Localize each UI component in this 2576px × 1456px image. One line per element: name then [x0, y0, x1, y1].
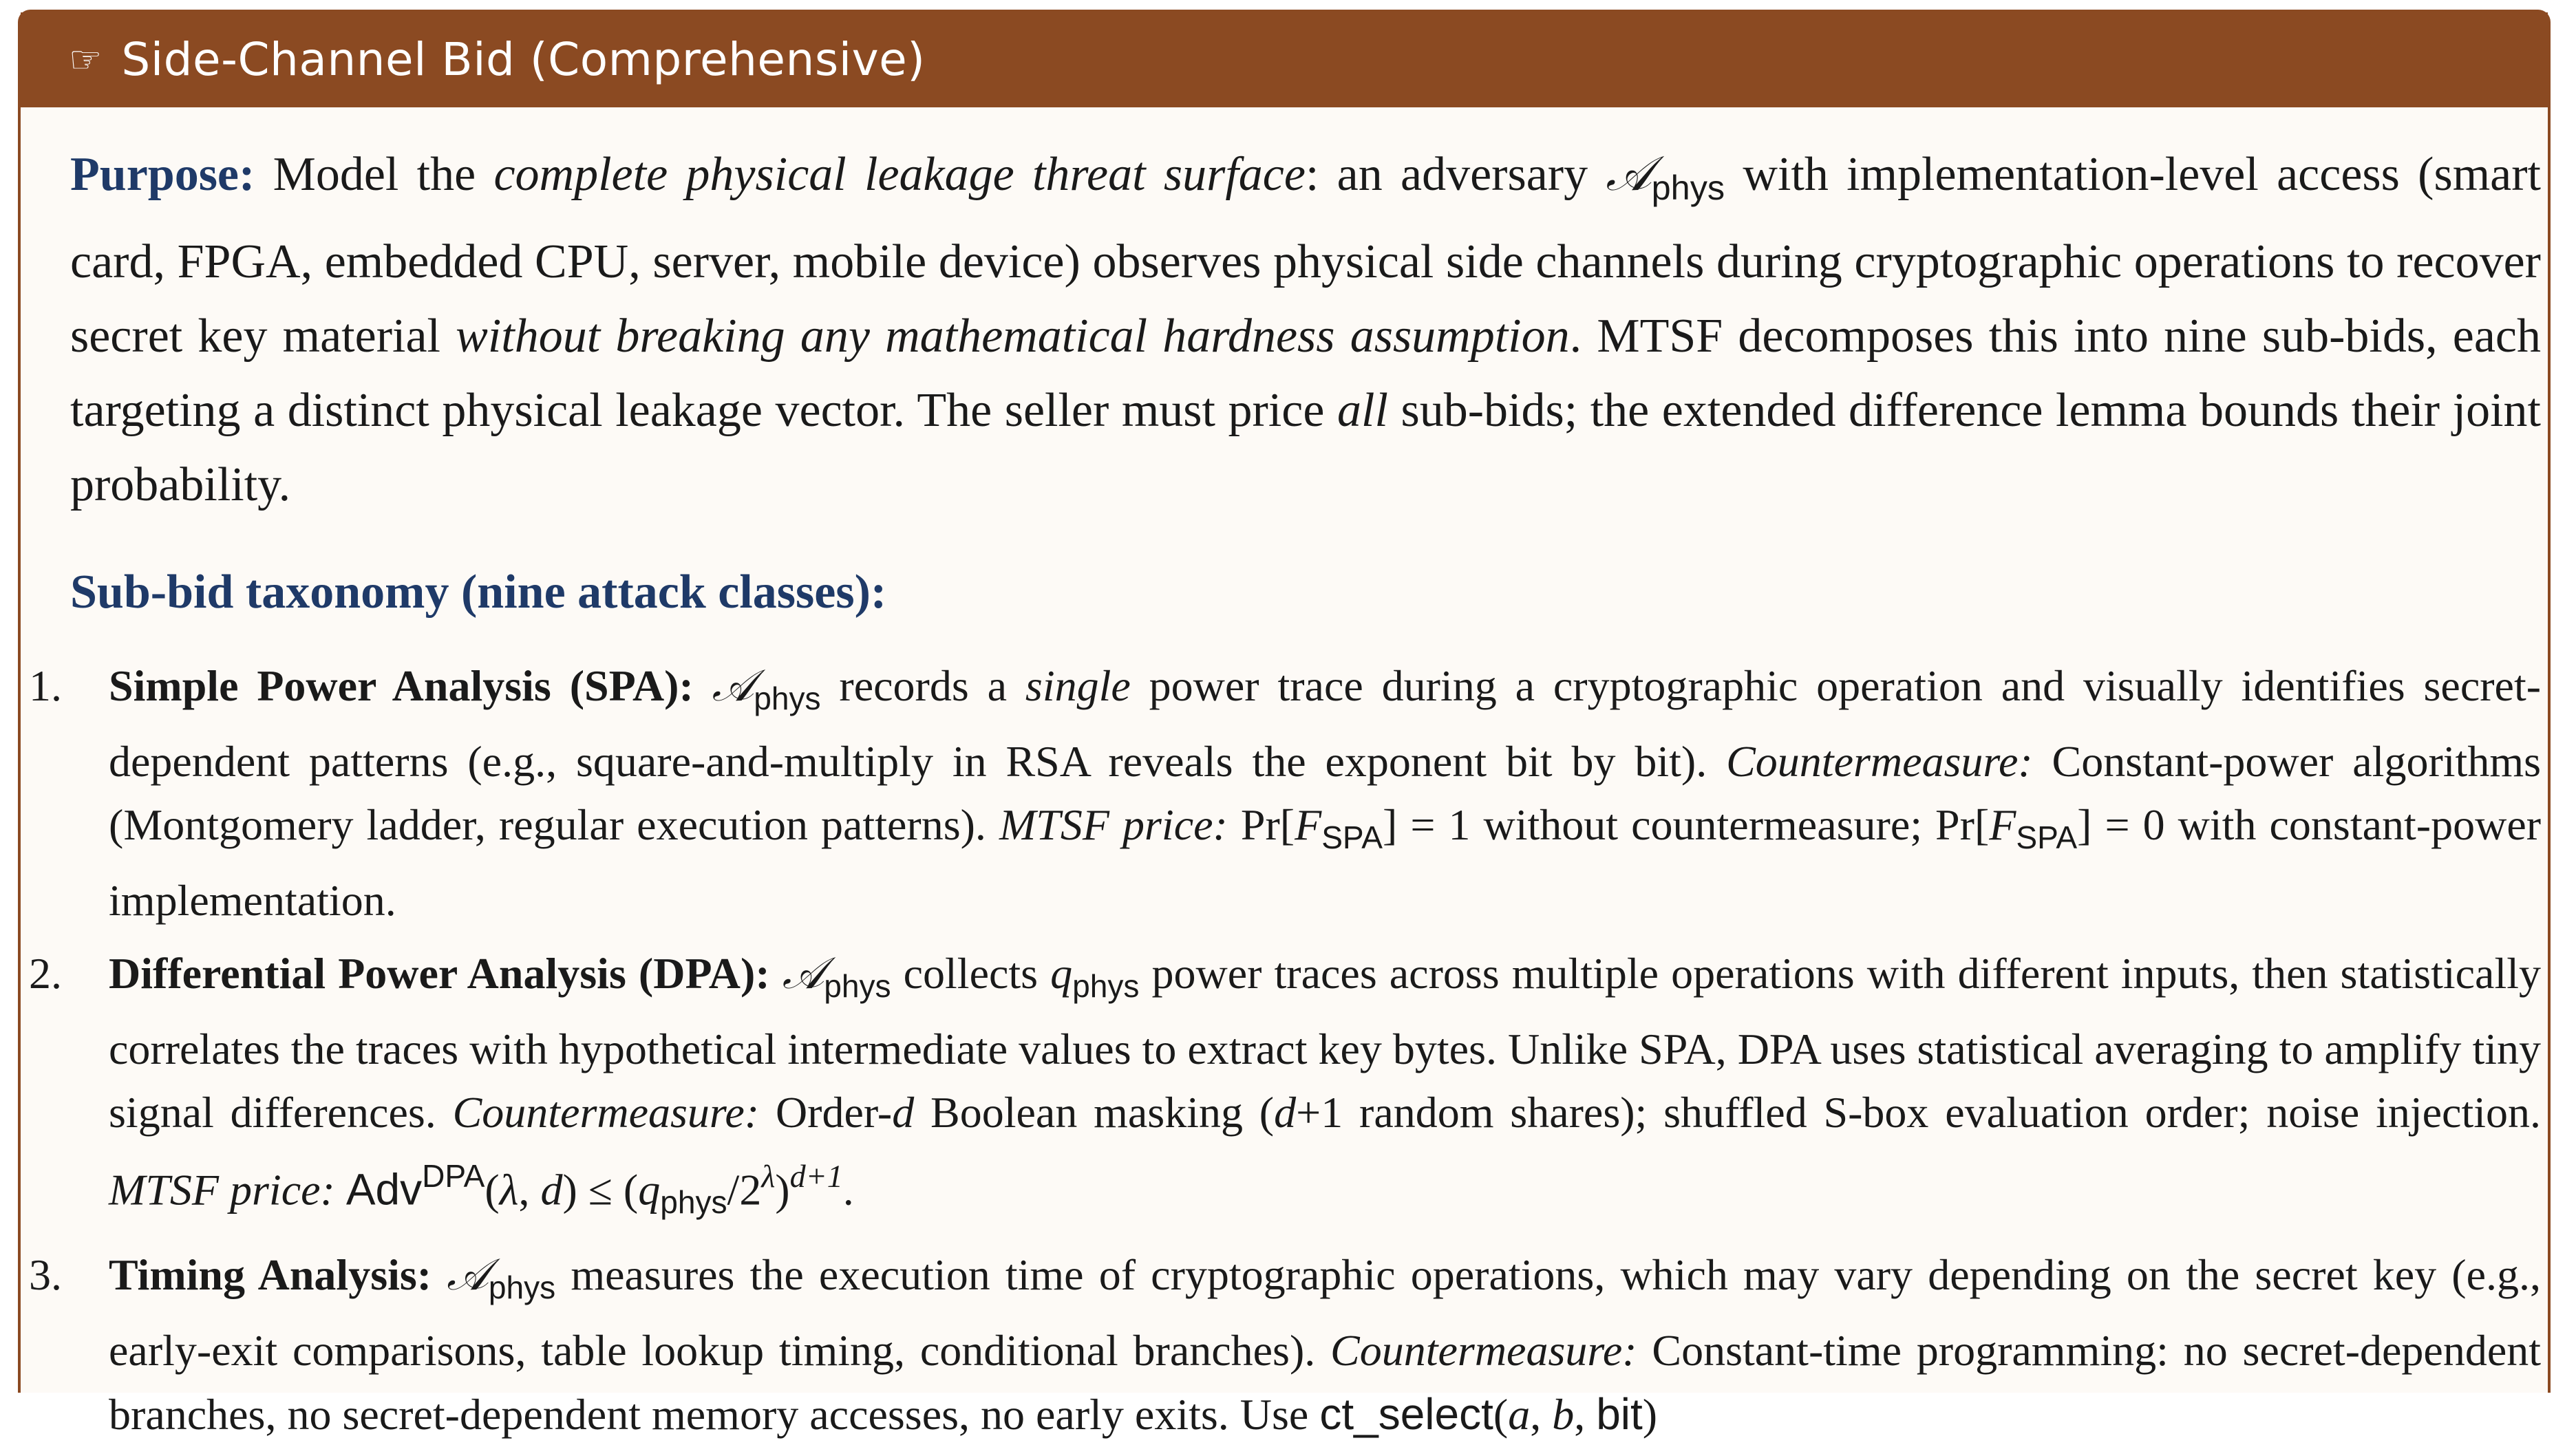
item-title: Timing Analysis: [109, 1250, 432, 1300]
math-superscript: λ [761, 1158, 776, 1194]
item-title: Differential Power Analysis (DPA): [109, 948, 770, 998]
purpose-text: with implementation-level access (smart card, FPGA, embedded CPU, server, mobile device) observes physical side channels during cryptographic operations to recover secret key material [70, 148, 2541, 363]
box-content [29, 136, 2542, 1456]
math-var: F [1989, 800, 2016, 849]
math-superscript: d+1 [789, 1158, 843, 1194]
box-title: Side-Channel Bid (Comprehensive) [121, 33, 926, 86]
countermeasure-label: Countermeasure: [1330, 1325, 1637, 1375]
item-number: 3. [29, 1250, 62, 1300]
math-var: b [1552, 1389, 1575, 1439]
math-var: d [892, 1087, 915, 1137]
item-text: records a [820, 661, 1025, 711]
countermeasure-text: +1 random shares); shuffled S-box evaluation order; noise injection. [1296, 1087, 2542, 1137]
purpose-text: . MTSF decomposes this into nine sub-bids, each targeting a distinct physical leakage vector. The seller must price [70, 310, 2541, 438]
adversary-symbol: 𝒜 [782, 948, 824, 999]
list-item-dpa [21, 942, 2541, 1234]
countermeasure-label: Countermeasure: [452, 1087, 760, 1137]
price-text: ] = 1 without countermeasure; Pr[ [1382, 800, 1990, 849]
math-function: bit [1596, 1389, 1643, 1439]
countermeasure-label: Countermeasure: [1726, 737, 2033, 786]
purpose-text: : an adversary [1305, 148, 1606, 201]
item-number: 2. [29, 948, 62, 998]
item-text: collects [891, 948, 1051, 998]
math-var: q [1050, 948, 1073, 998]
price-text: , [1530, 1389, 1553, 1439]
purpose-emphasis: without breaking any mathematical hardness assumption [456, 310, 1570, 363]
adversary-subscript: phys [488, 1269, 556, 1305]
math-var: q [638, 1165, 661, 1214]
math-subscript: SPA [1321, 819, 1383, 855]
price-text: ) [775, 1165, 790, 1214]
purpose-emphasis: all [1337, 384, 1388, 438]
math-function: ct_select [1319, 1389, 1493, 1439]
math-var: d [1274, 1087, 1297, 1137]
adversary-subscript: phys [1651, 168, 1725, 208]
attack-class-list [29, 654, 2542, 1446]
math-subscript: SPA [2016, 819, 2078, 855]
adversary-subscript: phys [754, 681, 821, 716]
purpose-label: Purpose: [70, 148, 255, 201]
purpose-emphasis: complete physical leakage threat surface [493, 148, 1306, 201]
purpose-paragraph [70, 136, 2541, 522]
price-text: ( [485, 1165, 500, 1214]
countermeasure-text: Boolean masking ( [914, 1087, 1275, 1137]
countermeasure-text: Constant-time programming: no secret-dependent branches, no secret-dependent memory accesses, no early exits. Use [109, 1325, 2542, 1439]
taxonomy-heading: Sub-bid taxonomy (nine attack classes): [70, 566, 887, 619]
price-text: . [842, 1165, 854, 1214]
price-label: MTSF price: [109, 1165, 335, 1214]
math-superscript: DPA [422, 1157, 485, 1194]
price-text: , [1574, 1389, 1597, 1439]
price-text: ] = 0 with constant-power implementation. [109, 800, 2542, 925]
price-text: , [518, 1165, 541, 1214]
item-title: Simple Power Analysis (SPA): [109, 661, 694, 711]
item-emphasis: single [1025, 661, 1131, 711]
math-var: F [1295, 800, 1322, 849]
countermeasure-text: Constant-power algorithms (Montgomery ladder, regular execution patterns). [109, 737, 2542, 849]
math-var: d [540, 1165, 563, 1214]
math-function: Adv [345, 1164, 423, 1214]
math-subscript: phys [660, 1184, 727, 1221]
adversary-symbol: 𝒜 [1606, 145, 1652, 202]
list-item-spa [21, 654, 2541, 932]
math-subscript: phys [1072, 967, 1140, 1004]
math-var: a [1508, 1389, 1531, 1439]
math-var: λ [499, 1165, 519, 1214]
price-label: MTSF price: [999, 800, 1228, 849]
item-text: power trace during a cryptographic operation and visually identifies secret-dependent patterns (e.g., square-and-multiply in RSA reveals the exponent bit by bit). [109, 661, 2542, 786]
countermeasure-text: Order- [759, 1087, 893, 1137]
adversary-subscript: phys [824, 967, 891, 1004]
price-text: ) [1642, 1389, 1658, 1439]
item-text: power traces across multiple operations with different inputs, then statistically correlates the traces with hypothetical intermediate values to extract key bytes. Unlike SPA, DPA uses statistical averaging to amplify tiny signal differences. [109, 948, 2542, 1137]
price-text: /2 [727, 1165, 762, 1214]
price-text: ) ≤ ( [562, 1165, 639, 1214]
list-item-timing [21, 1243, 2541, 1446]
price-text: Pr[ [1227, 800, 1295, 849]
pointing-hand-icon: ☞ [69, 38, 103, 81]
box-title-bar [21, 12, 2548, 107]
adversary-symbol: 𝒜 [447, 1250, 489, 1301]
side-channel-bid-box [18, 10, 2551, 1439]
purpose-text: sub-bids; the extended difference lemma bounds their joint probability. [70, 384, 2541, 512]
adversary-symbol: 𝒜 [712, 661, 754, 712]
item-number: 1. [29, 661, 62, 711]
purpose-text: Model the [255, 148, 494, 201]
price-text: ( [1493, 1389, 1509, 1439]
item-text: measures the execution time of cryptographic operations, which may vary depending on the secret key (e.g., early-exit comparisons, table lookup timing, conditional branches). [109, 1250, 2542, 1375]
